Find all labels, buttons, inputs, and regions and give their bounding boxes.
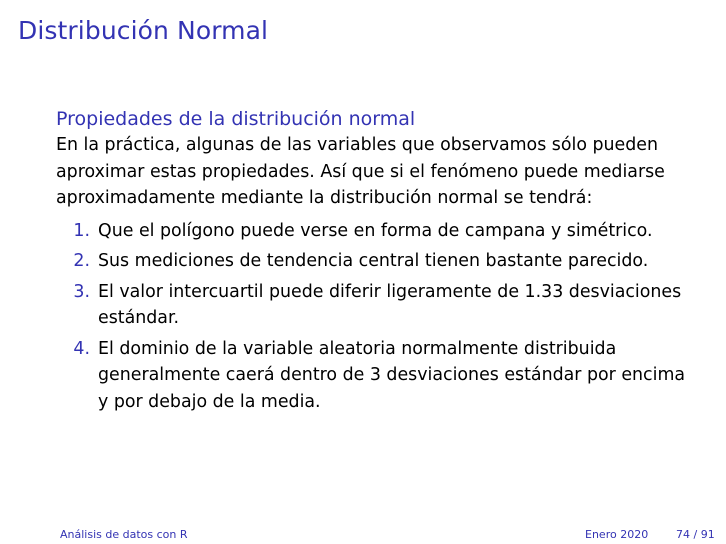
list-item: [56, 218, 706, 245]
footer-page-number: 74 / 91: [676, 528, 715, 541]
list-item-number: 4.: [73, 338, 90, 359]
frame-title: Distribución Normal: [18, 16, 269, 45]
list-item-line: y por debajo de la media.: [98, 391, 321, 412]
list-item-number: 1.: [73, 220, 90, 241]
intro-line: En la práctica, algunas de las variables que observamos sólo pueden: [56, 135, 659, 155]
list-item-line: generalmente caerá dentro de 3 desviaciones estándar por encima: [98, 365, 686, 385]
list-item-text: [98, 336, 706, 416]
list-item-text: [98, 218, 706, 245]
list-item-text: [98, 279, 706, 332]
list-item: [56, 336, 706, 416]
list-item-line: El dominio de la variable aleatoria normalmente distribuida: [98, 338, 617, 359]
footer-date: Enero 2020: [585, 528, 649, 541]
block-intro: [56, 132, 706, 212]
intro-line: aproximar estas propiedades. Así que si el fenómeno puede mediarse: [56, 161, 665, 182]
list-item: [56, 248, 706, 275]
list-item-number: 3.: [73, 281, 90, 302]
list-item-text: [98, 248, 706, 275]
list-item-line: Que el polígono puede verse en forma de campana y simétrico.: [98, 220, 653, 241]
list-item-line: estándar.: [98, 308, 180, 328]
block-title: Propiedades de la distribución normal: [56, 108, 416, 130]
properties-block: [56, 106, 706, 419]
list-item-line: El valor intercuartil puede diferir ligeramente de 1.33 desviaciones: [98, 281, 682, 302]
list-item-number: 2.: [73, 251, 90, 271]
properties-list: [56, 218, 706, 416]
intro-line: aproximadamente mediante la distribución normal se tendrá:: [56, 188, 593, 208]
footer-course-title: Análisis de datos con R: [60, 528, 188, 541]
list-item: [56, 279, 706, 332]
list-item-line: Sus mediciones de tendencia central tienen bastante parecido.: [98, 251, 649, 271]
